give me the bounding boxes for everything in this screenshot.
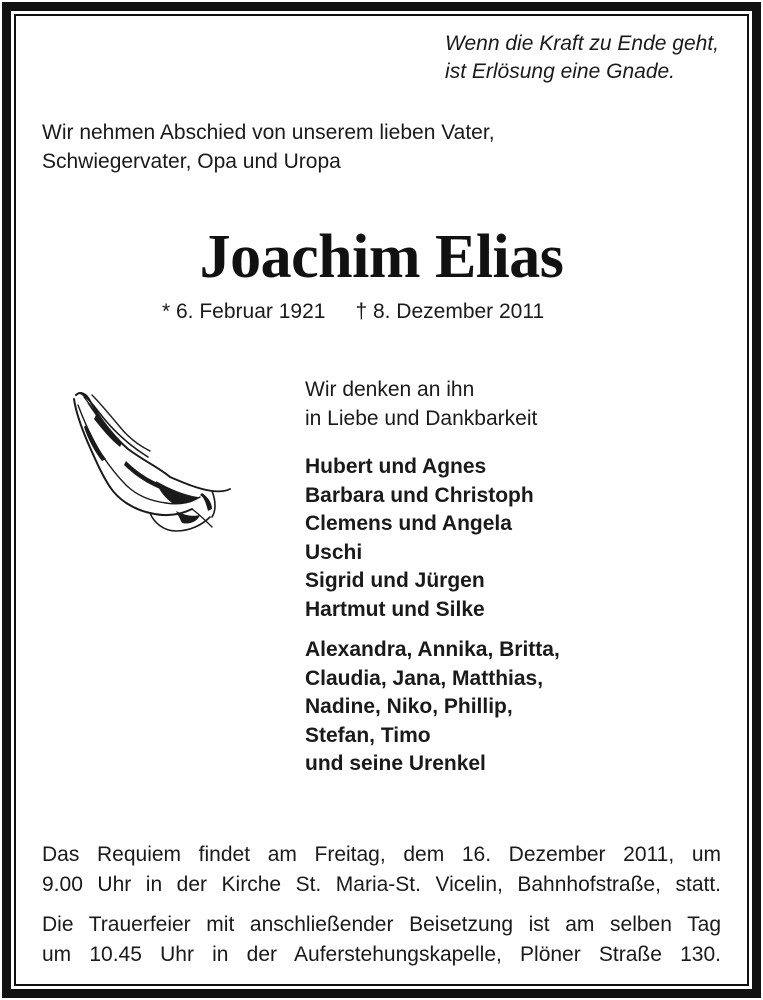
grandchildren-item: Stefan, Timo	[305, 723, 431, 747]
family-item: Hubert und Agnes	[305, 455, 487, 478]
family-list	[305, 453, 534, 624]
life-dates	[162, 298, 544, 326]
family-item: Hartmut und Silke	[305, 597, 485, 621]
requiem-line-1: Das Requiem findet am Freitag, dem 16. Dezember 2011, um	[42, 843, 721, 866]
grandchildren-item: Claudia, Jana, Matthias,	[305, 666, 544, 690]
remembrance-line-1: Wir denken an ihn	[305, 378, 475, 401]
grandchildren-item: und seine Urenkel	[305, 752, 486, 775]
requiem-line-2: 9.00 Uhr in der Kirche St. Maria-St. Vicelin, Bahnhofstraße, statt.	[42, 873, 721, 896]
birth-date: * 6. Februar 1921	[162, 300, 326, 323]
praying-hands-icon	[66, 385, 236, 535]
funeral-notice	[42, 910, 721, 970]
death-date: † 8. Dezember 2011	[355, 300, 545, 323]
family-item: Barbara und Christoph	[305, 483, 534, 507]
intro-line-2: Schwiegervater, Opa und Uropa	[42, 150, 341, 173]
funeral-line-2: um 10.45 Uhr in der Auferstehungskapelle, Plöner Straße 130.	[42, 943, 721, 966]
family-item: Clemens und Angela	[305, 512, 512, 535]
motto-quote	[445, 30, 719, 86]
funeral-line-1: Die Trauerfeier mit anschließender Beisetzung ist am selben Tag	[42, 913, 721, 936]
grandchildren-list	[305, 636, 560, 779]
grandchildren-item: Alexandra, Annika, Britta,	[305, 638, 560, 661]
grandchildren-item: Nadine, Niko, Phillip,	[305, 695, 513, 718]
deceased-name: Joachim Elias	[199, 223, 564, 291]
family-item: Sigrid und Jürgen	[305, 569, 485, 592]
family-item: Uschi	[305, 540, 363, 564]
remembrance-text	[305, 375, 537, 433]
intro-text	[42, 118, 495, 176]
requiem-notice	[42, 840, 721, 900]
motto-line-2: ist Erlösung eine Gnade.	[445, 60, 676, 83]
motto-line-1: Wenn die Kraft zu Ende geht,	[445, 32, 719, 55]
remembrance-line-2: in Liebe und Dankbarkeit	[305, 407, 538, 430]
intro-line-1: Wir nehmen Abschied von unserem lieben Vater,	[42, 121, 495, 144]
